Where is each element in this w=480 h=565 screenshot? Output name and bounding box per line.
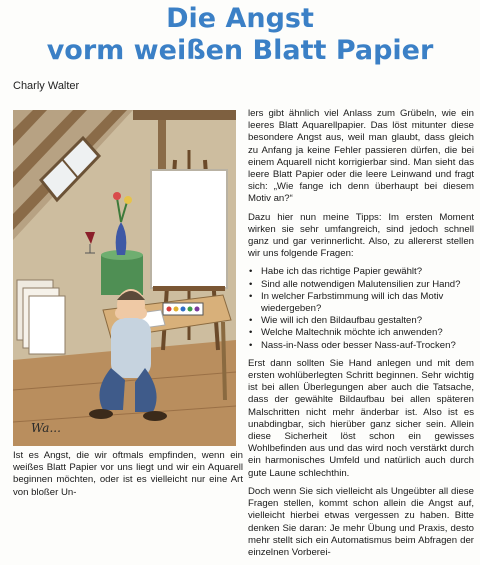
illustrator-signature: Wa...: [31, 421, 61, 435]
question-list: [248, 266, 474, 351]
list-item: • Welche Maltechnik möchte ich anwenden?: [248, 327, 474, 339]
page-title-line-1: Die Angst: [166, 3, 314, 34]
list-item: • In welcher Farbstimmung will ich das Motiv wiedergeben?: [248, 291, 474, 315]
list-item: • Wie will ich den Bildaufbau gestalten?: [248, 315, 474, 327]
left-column: [13, 450, 243, 499]
right-column: [248, 108, 474, 565]
paragraph-3: Erst dann sollten Sie Hand anlegen und mit dem ersten wohlüberlegten Schritt beginnen. Sehr wichtig ist bei allen Überlegungen aber auch die Tatsache, dass der gewählte Bildaufbau bei allen späteren Malschritten nicht mehr änderbar ist. Also ist es unabdingbar, sich hierüber ganz sicher sein. Allein diese Sicherheit löst schon ein gewisses Wohlbefinden aus und das wird noch verstärkt durch ein harmonisches Umfeld und natürlich auch durch gute Laune schlechthin.: [248, 357, 474, 479]
paragraph-4: Doch wenn Sie sich vielleicht als Ungeübter all diese Fragen stellen, kommt schon allein die Angst auf, vielleicht hierbei etwas vergessen zu haben. Bitte denken Sie daran: Je mehr Übung und Praxis, desto mehr stellt sich ein Automatismus beim Abfragen der einzelnen Vorberei-: [248, 485, 474, 558]
left-paragraph: Ist es Angst, die wir oftmals empfinden, wenn ein weißes Blatt Papier vor uns liegt und wir ein Aquarell beginnen möchten, oder ist es vielleicht nur eine Art von bloßer Un-: [13, 450, 243, 498]
list-item: • Habe ich das richtige Papier gewählt?: [248, 266, 474, 278]
page-title-line-2: vorm weißen Blatt Papier: [46, 35, 434, 66]
paragraph-2: Dazu hier nun meine Tipps: Im ersten Moment wirken sie sehr umfangreich, sind jedoch schnell ganz und gar verinnerlicht. Also, zu allererst stellen wir uns folgende Fragen:: [248, 211, 474, 260]
paragraph-1: lers gibt ähnlich viel Anlass zum Grübeln, wie ein leeres Blatt Aquarellpapier. Das löst mitunter diese besondere Angst aus, weil man glaubt, dass gleich zu Anfang ja keine Fehler passieren dürfen, die bei einem Aquarell nicht korrigierbar sind. Man sieht das leere Blatt Papier oder die leere Leinwand und fragt sich: „Wie fange ich denn überhaupt bei diesem Motiv an?“: [248, 108, 474, 205]
artist-with-blank-canvas-cartoon: [13, 110, 236, 446]
illustration: [13, 110, 236, 446]
list-item: • Nass-in-Nass oder besser Nass-auf-Trocken?: [248, 340, 474, 352]
list-item: • Sind alle notwendigen Malutensilien zur Hand?: [248, 279, 474, 291]
author-name: Charly Walter: [13, 80, 80, 92]
